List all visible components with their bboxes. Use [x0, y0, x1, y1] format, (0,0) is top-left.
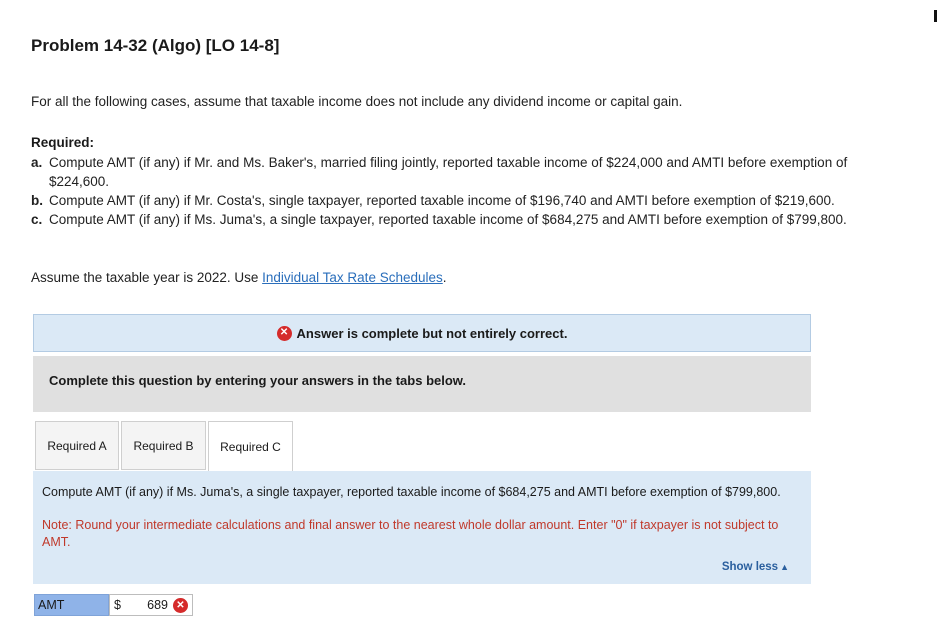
currency-symbol: $	[114, 598, 121, 612]
tab-required-b[interactable]: Required B	[121, 421, 206, 470]
tab-content-panel	[33, 471, 811, 584]
show-less-link[interactable]	[722, 561, 789, 573]
answer-status-text: Answer is complete but not entirely correct.	[296, 325, 568, 341]
required-heading: Required:	[31, 135, 95, 150]
required-text: Compute AMT (if any) if Mr. Costa's, single taxpayer, reported taxable income of $196,740 and AMTI before exemption of $219,600.	[49, 193, 835, 208]
tax-rate-schedules-link[interactable]: Individual Tax Rate Schedules	[262, 270, 443, 285]
problem-title: Problem 14-32 (Algo) [LO 14-8]	[31, 36, 280, 55]
instruction-box	[33, 356, 811, 412]
assumption-suffix: .	[442, 270, 447, 285]
required-letter: c.	[31, 212, 43, 227]
amt-answer-row	[34, 594, 193, 616]
required-item-a	[31, 153, 901, 191]
amt-value[interactable]: 689	[147, 598, 168, 612]
required-letter: a.	[31, 155, 43, 170]
assumption-prefix: Assume the taxable year is 2022. Use	[31, 270, 263, 285]
required-item-c	[31, 210, 901, 229]
amt-input[interactable]	[109, 594, 193, 616]
x-circle-icon: ✕	[173, 598, 188, 613]
required-text: Compute AMT (if any) if Mr. and Ms. Baker's, married filing jointly, reported taxable income of $224,000 and AMTI before exemption of $224,600.	[49, 155, 848, 189]
amt-label: AMT	[34, 594, 109, 616]
tab-bar	[35, 421, 295, 471]
show-less-label: Show less	[721, 561, 779, 573]
answer-status-banner	[33, 314, 811, 352]
triangle-up-icon: ▲	[780, 562, 789, 572]
required-list	[31, 153, 901, 229]
assumption-text	[31, 270, 447, 285]
problem-intro: For all the following cases, assume that taxable income does not include any dividend income or capital gain.	[31, 94, 683, 109]
tab-required-a[interactable]: Required A	[35, 421, 119, 470]
required-text: Compute AMT (if any) if Ms. Juma's, a single taxpayer, reported taxable income of $684,275 and AMTI before exemption of $799,800.	[49, 212, 847, 227]
instruction-text: Complete this question by entering your answers in the tabs below.	[49, 373, 467, 388]
panel-note: Note: Round your intermediate calculations and final answer to the nearest whole dollar amount. Enter "0" if taxpayer is not subject to AMT.	[42, 518, 779, 549]
required-letter: b.	[31, 193, 43, 208]
tab-required-c[interactable]: Required C	[208, 421, 293, 471]
panel-question: Compute AMT (if any) if Ms. Juma's, a single taxpayer, reported taxable income of $684,275 and AMTI before exemption of $799,800.	[42, 485, 781, 499]
required-item-b	[31, 191, 901, 210]
x-circle-icon: ✕	[277, 326, 292, 341]
corner-mark	[934, 10, 937, 22]
